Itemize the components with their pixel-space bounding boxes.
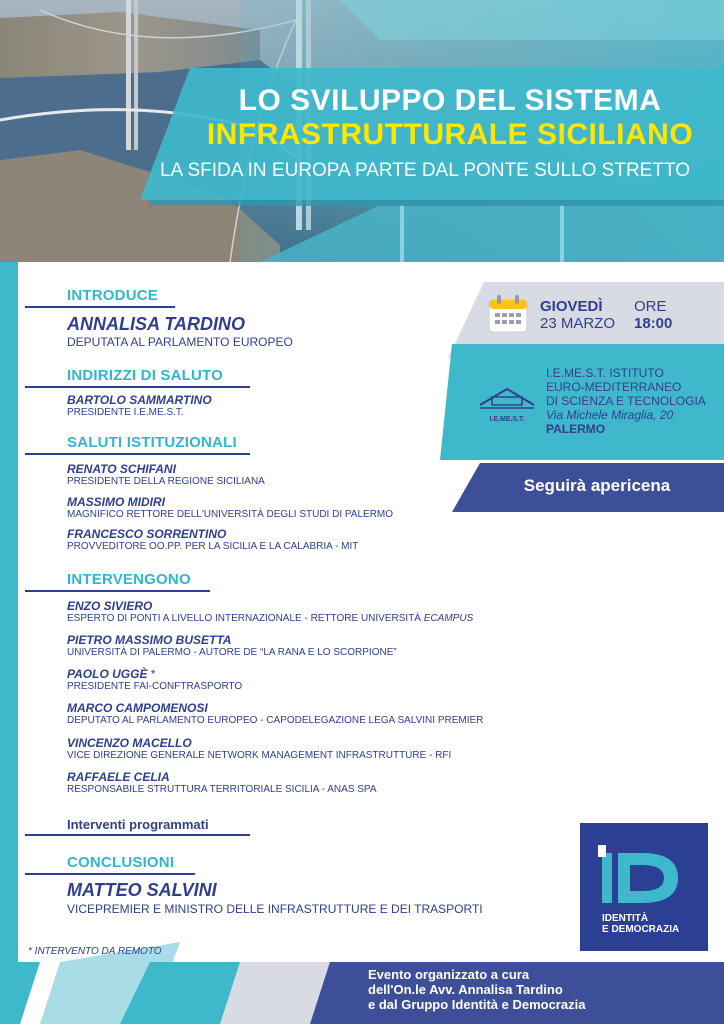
section-intervengono-label: INTERVENGONO — [67, 571, 191, 588]
speaker-role — [67, 613, 473, 624]
speaker-role: PRESIDENTE FAI-CONFTRASPORTO — [67, 681, 243, 692]
organizer-line-1: Evento organizzato a cura — [368, 967, 530, 982]
speaker-name: ENZO SIVIERO — [67, 599, 153, 613]
section-saluto-label: INDIRIZZI DI SALUTO — [67, 367, 224, 384]
saluto-name: BARTOLO SAMMARTINO — [67, 393, 212, 407]
venue-line-1: I.E.ME.S.T. ISTITUTO — [546, 366, 664, 380]
programmati-underline — [25, 834, 250, 836]
section-conclusioni-label: CONCLUSIONI — [67, 854, 175, 871]
speaker-name: VINCENZO MACELLO — [67, 736, 192, 750]
event-time: 18:00 — [634, 315, 673, 332]
venue-line-3: DI SCIENZA E TECNOLOGIA — [546, 394, 706, 408]
section-intervengono-underline — [25, 590, 210, 592]
speaker-role: VICE DIREZIONE GENERALE NETWORK MANAGEMENT INFRASTRUTTURE - RFI — [67, 750, 452, 761]
venue-address: Via Michele Miraglia, 20 — [546, 408, 674, 422]
section-saluto-underline — [25, 386, 250, 388]
footnote: * INTERVENTO DA REMOTO — [28, 946, 162, 957]
section-istituzionali-label: SALUTI ISTITUZIONALI — [67, 434, 237, 451]
speaker-role: UNIVERSITÀ DI PALERMO - AUTORE DE “LA RANA E LO SCORPIONE” — [67, 647, 397, 658]
event-date: 23 MARZO — [540, 315, 616, 332]
speaker-name: MARCO CAMPOMENOSI — [67, 701, 208, 715]
speaker-role: RESPONSABILE STRUTTURA TERRITORIALE SICILIA - ANAS SPA — [67, 784, 377, 795]
title-line-1: LO SVILUPPO DEL SISTEMA — [238, 84, 662, 117]
id-logo — [580, 823, 708, 951]
introduce-name: ANNALISA TARDINO — [67, 314, 245, 334]
speaker-role: DEPUTATO AL PARLAMENTO EUROPEO - CAPODELEGAZIONE LEGA SALVINI PREMIER — [67, 715, 484, 726]
saluto-role: PRESIDENTE I.E.ME.S.T. — [67, 407, 184, 418]
section-introduce-label: INTRODUCE — [67, 287, 158, 304]
speaker-name: FRANCESCO SORRENTINO — [67, 527, 227, 541]
event-day: GIOVEDÌ — [540, 298, 603, 315]
venue-line-2: EURO-MEDITERRANEO — [546, 380, 682, 394]
title-line-2: INFRASTRUTTURALE SICILIANO — [206, 118, 694, 151]
speaker-role: PRESIDENTE DELLA REGIONE SICILIANA — [67, 476, 265, 487]
speaker-role: PROVVEDITORE OO.PP. PER LA SICILIA E LA CALABRIA - MIT — [67, 541, 359, 552]
iemest-logo — [474, 385, 540, 421]
speaker-role: MAGNIFICO RETTORE DELL'UNIVERSITÀ DEGLI STUDI DI PALERMO — [67, 509, 394, 520]
section-conclusioni-underline — [25, 873, 195, 875]
organizer-line-3: e dal Gruppo Identità e Democrazia — [368, 997, 586, 1012]
speaker-role-extra: ECAMPUS — [423, 613, 474, 624]
section-introduce-underline — [25, 306, 175, 308]
apericena-banner: Seguirà apericena — [523, 476, 671, 495]
speaker-name — [67, 667, 155, 681]
venue-city: PALERMO — [546, 422, 606, 436]
interventi-programmati: Interventi programmati — [67, 817, 209, 832]
introduce-role: DEPUTATA AL PARLAMENTO EUROPEO — [67, 335, 293, 349]
speaker-name: MASSIMO MIDIRI — [67, 495, 165, 509]
calendar-icon — [488, 295, 528, 333]
organizer-line-2: dell'On.le Avv. Annalisa Tardino — [368, 982, 563, 997]
speaker-name: PIETRO MASSIMO BUSETTA — [67, 633, 232, 647]
remote-mark: * — [150, 667, 156, 681]
subtitle: LA SFIDA IN EUROPA PARTE DAL PONTE SULLO STRETTO — [159, 160, 691, 181]
speaker-role-text: ESPERTO DI PONTI A LIVELLO INTERNAZIONALE - RETTORE UNIVERSITÀ — [67, 613, 424, 624]
speaker-name: RAFFAELE CELIA — [67, 770, 170, 784]
section-istituzionali-underline — [25, 453, 250, 455]
event-time-label: ORE — [634, 298, 667, 315]
speaker-name-text: PAOLO UGGÈ — [67, 667, 148, 681]
conclusioni-role: VICEPREMIER E MINISTRO DELLE INFRASTRUTTURE E DEI TRASPORTI — [67, 902, 483, 916]
iemest-logo-text: I.E.ME.S.T. — [489, 416, 525, 423]
id-logo-line-1: IDENTITÀ — [602, 913, 649, 924]
id-logo-line-2: E DEMOCRAZIA — [602, 924, 680, 935]
conclusioni-name: MATTEO SALVINI — [67, 880, 217, 900]
speaker-name: RENATO SCHIFANI — [67, 462, 176, 476]
